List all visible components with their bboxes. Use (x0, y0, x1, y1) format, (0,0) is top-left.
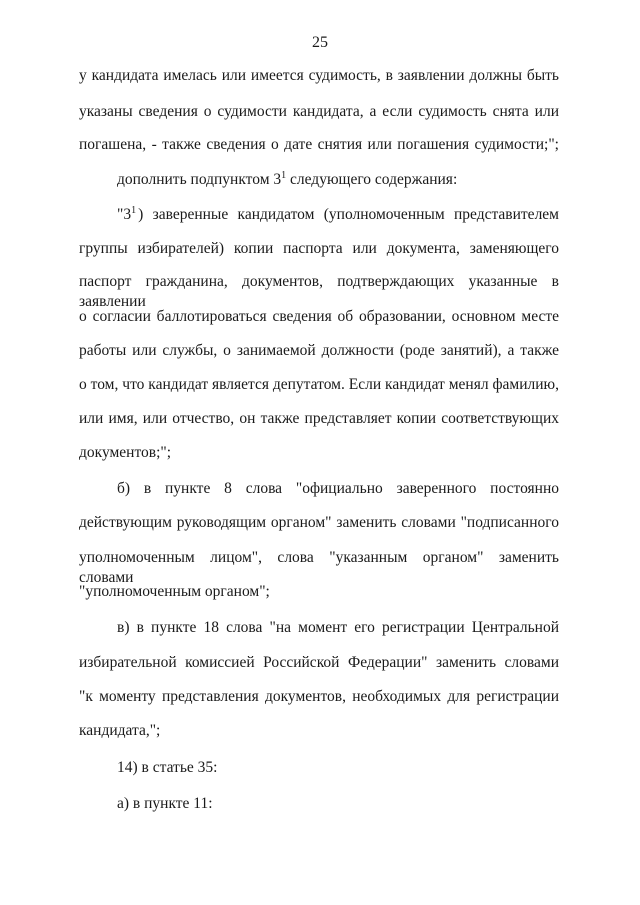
superscript: 1 (131, 205, 137, 216)
text-line: б) в пункте 8 слова "официально заверенного постоянно (117, 480, 559, 497)
text-line: паспорт гражданина, документов, подтверждающих указанные в заявлении (79, 273, 559, 310)
text-line: документов;"; (79, 444, 172, 461)
page-number: 25 (312, 34, 328, 51)
text-line: у кандидата имелась или имеется судимость, в заявлении должны быть (79, 67, 559, 84)
text-fragment: ) заверенные кандидатом (уполномоченным представителем (138, 206, 559, 223)
text-fragment: следующего содержания: (286, 171, 458, 188)
text-line: 14) в статье 35: (117, 759, 218, 776)
text-line: о том, что кандидат является депутатом. Если кандидат менял фамилию, (79, 376, 559, 393)
text-fragment: дополнить подпунктом 3 (117, 171, 282, 188)
quote-open (117, 205, 136, 225)
text-fragment: "3 (117, 206, 132, 223)
text-line: кандидата,"; (79, 722, 161, 739)
text-line: в) в пункте 18 слова "на момент его регистрации Центральной (117, 619, 559, 636)
text-line: "уполномоченным органом"; (79, 583, 270, 600)
text-line: указаны сведения о судимости кандидата, а если судимость снята или (79, 103, 559, 120)
text-line: погашена, - также сведения о дате снятия или погашения судимости;"; (79, 136, 559, 153)
text-line: или имя, или отчество, он также представляет копии соответствующих (79, 410, 559, 427)
text-line: действующим руководящим органом" заменить словами "подписанного (79, 514, 559, 531)
text-line (117, 170, 457, 190)
text-line (117, 205, 559, 225)
text-line: "к моменту представления документов, необходимых для регистрации (79, 688, 559, 705)
text-line: избирательной комиссией Российской Федерации" заменить словами (79, 654, 559, 671)
text-line: о согласии баллотироваться сведения об образовании, основном месте (79, 308, 559, 325)
text-line: а) в пункте 11: (117, 795, 213, 812)
superscript: 1 (281, 170, 287, 181)
text-line: уполномоченным лицом", слова "указанным органом" заменить словами (79, 549, 559, 586)
text-line: группы избирателей) копии паспорта или документа, заменяющего (79, 240, 559, 257)
text-line: работы или службы, о занимаемой должности (роде занятий), а также (79, 342, 559, 359)
